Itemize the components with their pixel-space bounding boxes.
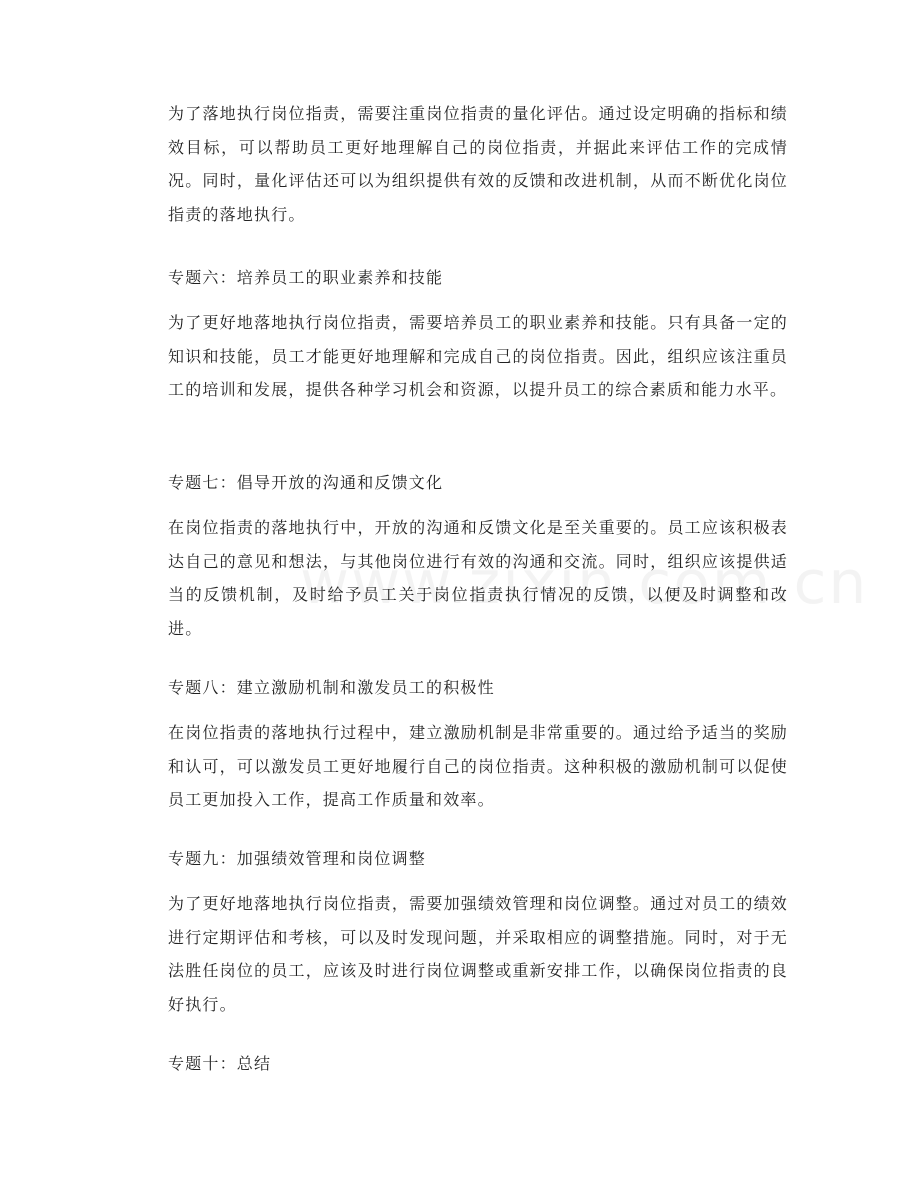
- paragraph-quantitative-evaluation: 为了落地执行岗位指责，需要注重岗位指责的量化评估。通过设定明确的指标和绩效目标，可以帮助员工更好地理解自己的岗位指责，并据此来评估工作的完成情况。同时，量化评估还可以为组织提供有效的反馈和改进机制，从而不断优化岗位指责的落地执行。: [168, 104, 788, 224]
- paragraph-topic-7: 在岗位指责的落地执行中，开放的沟通和反馈文化是至关重要的。员工应该积极表达自己的意见和想法，与其他岗位进行有效的沟通和交流。同时，组织应该提供适当的反馈机制，及时给予员工关于岗位指责执行情况的反馈，以便及时调整和改进。: [168, 518, 788, 638]
- paragraph-topic-9: 为了更好地落地执行岗位指责，需要加强绩效管理和岗位调整。通过对员工的绩效进行定期评估和考核，可以及时发现问题，并采取相应的调整措施。同时，对于无法胜任岗位的员工，应该及时进行岗位调整或重新安排工作，以确保岗位指责的良好执行。: [168, 894, 788, 1014]
- heading-topic-9: 专题九：加强绩效管理和岗位调整: [168, 849, 427, 868]
- heading-topic-10: 专题十：总结: [168, 1054, 272, 1073]
- heading-topic-8: 专题八：建立激励机制和激发员工的积极性: [168, 678, 495, 697]
- heading-topic-6: 专题六：培养员工的职业素养和技能: [168, 268, 444, 287]
- heading-topic-7: 专题七：倡导开放的沟通和反馈文化: [168, 473, 444, 492]
- paragraph-topic-8: 在岗位指责的落地执行过程中，建立激励机制是非常重要的。通过给予适当的奖励和认可，可以激发员工更好地履行自己的岗位指责。这种积极的激励机制可以促使员工更加投入工作，提高工作质量和效率。: [168, 723, 788, 809]
- paragraph-topic-6: 为了更好地落地执行岗位指责，需要培养员工的职业素养和技能。只有具备一定的知识和技能，员工才能更好地理解和完成自己的岗位指责。因此，组织应该注重员工的培训和发展，提供各种学习机会和资源，以提升员工的综合素质和能力水平。: [168, 313, 788, 399]
